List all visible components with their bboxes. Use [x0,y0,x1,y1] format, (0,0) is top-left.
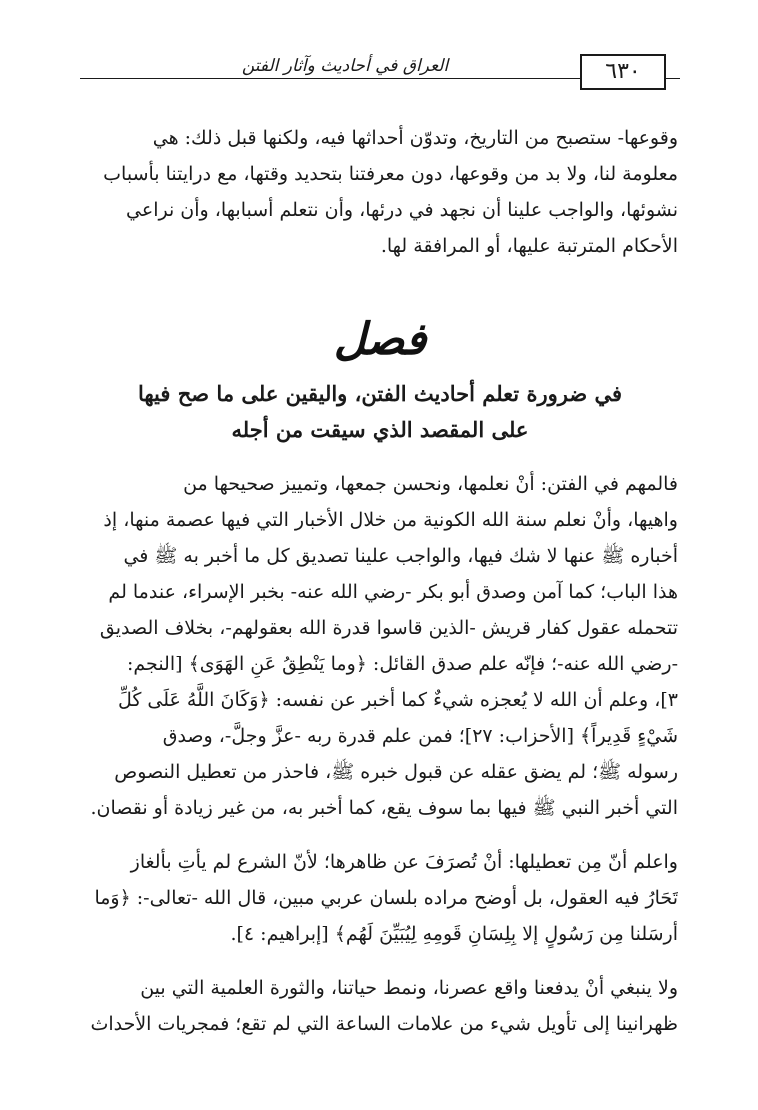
text-line: -رضي الله عنه-؛ فإنّه علم صدق القائل: ﴿وما يَنْطِقُ عَنِ الهَوَى﴾ [النجم: [127,653,678,675]
text-line: معلومة لنا، ولا بد من وقوعها، دون معرفتنا بتحديد وقتها، مع درايتنا بأسباب [103,163,678,185]
page-header [80,52,680,92]
text-line: واهيها، وأنْ نعلم سنة الله الكونية من خلال الأخبار التي فيها عصمة منها، إذ [103,509,678,531]
section-heading-line1: في ضرورة تعلم أحاديث الفتن، واليقين على ما صح فيها [137,381,623,406]
text-line: نشوئها، والواجب علينا أن نجهد في درئها، وأن نتعلم أسبابها، وأن نراعي [126,199,678,221]
text-line: ولا ينبغي أنْ يدفعنا واقع عصرنا، ونمط حياتنا، والثورة العلمية التي بين [140,977,678,999]
text-line: الأحكام المترتبة عليها، أو المرافقة لها. [380,235,678,257]
text-line: أرسَلنا مِن رَسُولٍ إلا بِلِسَانِ قَومِهِ لِيُبَيِّنَ لَهُم﴾ [إبراهيم: ٤]. [230,923,678,945]
text-line: تتحمله عقول كفار قريش -الذين قاسوا قدرة الله بعقولهم-، بخلاف الصديق [99,617,678,639]
page-number: ٦٣٠ [580,54,666,90]
running-title: العراق في أحاديث وآثار الفتن [120,56,570,76]
text-line: وقوعها- ستصبح من التاريخ، وتدوّن أحداثها فيه، ولكنها قبل ذلك: هي [152,127,678,149]
text-line: ٣]، وعلم أن الله لا يُعجزه شيءٌ كما أخبر عن نفسه: ﴿وَكَانَ اللَّهُ عَلَى كُلِّ [117,689,678,711]
text-line: تَحَارُ فيه العقول، بل أوضح مراده بلسان عربي مبين، قال الله -تعالى-: ﴿وَما [94,887,678,909]
section-ornament: فصل [333,314,427,365]
text-line: التي أخبر النبي ﷺ فيها بما سوف يقع، كما أخبر به، من غير زيادة أو نقصان. [90,797,678,819]
text-line: شَيْءٍ قَدِيراً﴾ [الأحزاب: ٢٧]؛ فمن علم قدرة ربه -عزَّ وجلَّ-، وصدق [162,725,678,747]
section-heading-line2: على المقصد الذي سيقت من أجله [231,417,529,442]
text-line: ظهرانينا إلى تأويل شيء من علامات الساعة التي لم تقع؛ فمجريات الأحداث [90,1013,678,1035]
text-line: هذا الباب؛ كما آمن وصدق أبو بكر -رضي الله عنه- بخبر الإسراء، عندما لم [108,581,678,603]
text-line: فالمهم في الفتن: أنْ نعلمها، ونحسن جمعها، وتمييز صحيحها من [183,473,678,495]
text-line: أخباره ﷺ عنها لا شك فيها، والواجب علينا تصديق كل ما أخبر به ﷺ في [123,545,678,567]
text-line: رسوله ﷺ؛ لم يضق عقله عن قبول خبره ﷺ، فاحذر من تعطيل النصوص [114,761,678,783]
text-line: واعلم أنّ مِن تعطيلها: أنْ تُصرَفَ عن ظاهرها؛ لأنّ الشرع لم يأتِ بألغاز [130,851,678,873]
